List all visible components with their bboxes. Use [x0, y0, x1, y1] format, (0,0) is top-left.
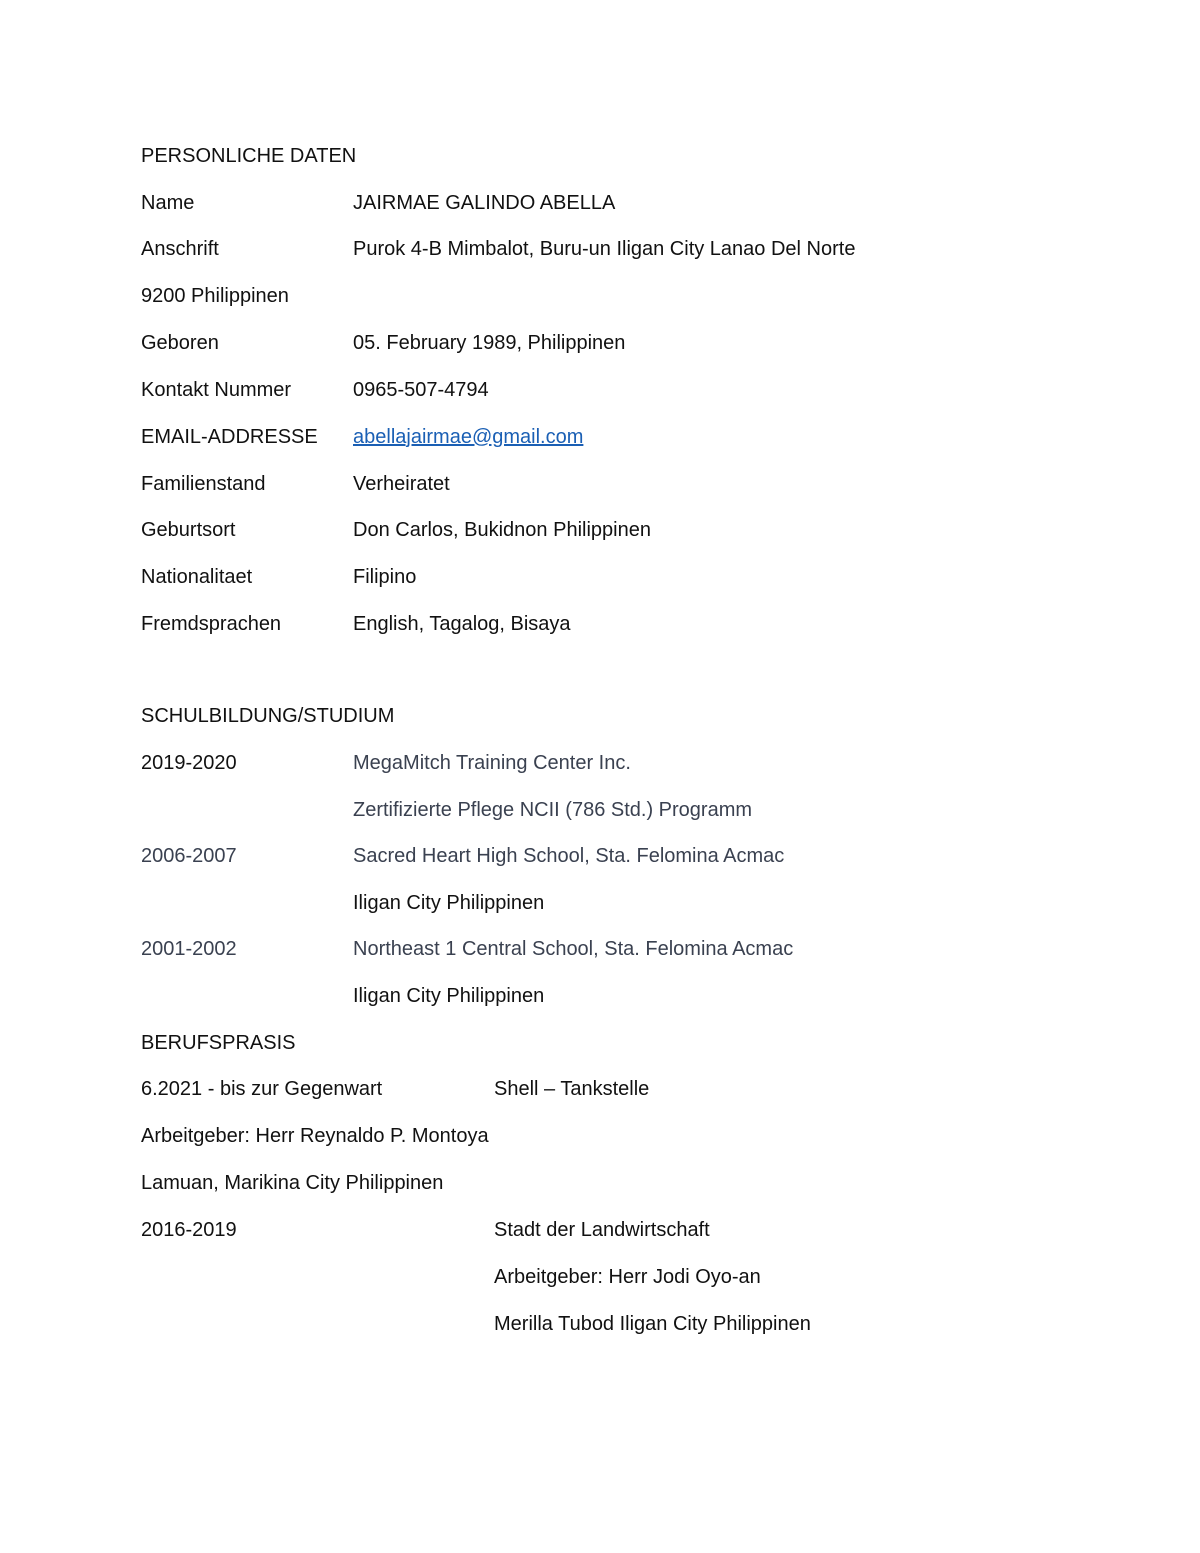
- address-postal-line: 9200 Philippinen: [141, 285, 289, 307]
- field-label-name: Name: [141, 192, 195, 214]
- field-label-phone: Kontakt Nummer: [141, 379, 292, 401]
- education-institution: MegaMitch Training Center Inc.: [353, 752, 631, 774]
- field-label-email: EMAIL-ADDRESSE: [141, 426, 318, 448]
- education-institution: Sacred Heart High School, Sta. Felomina Acmac: [353, 845, 785, 867]
- education-years: 2019-2020: [141, 752, 237, 774]
- education-years: 2001-2002: [141, 938, 237, 960]
- field-label-birthplace: Geburtsort: [141, 519, 236, 541]
- education-location: Iligan City Philippinen: [353, 985, 545, 1007]
- field-value-marital-status: Verheiratet: [353, 473, 450, 495]
- field-value-languages: English, Tagalog, Bisaya: [353, 613, 571, 635]
- education-program: Zertifizierte Pflege NCII (786 Std.) Programm: [353, 799, 753, 821]
- education-location: Iligan City Philippinen: [353, 892, 545, 914]
- field-label-born: Geboren: [141, 332, 219, 354]
- field-label-nationality: Nationalitaet: [141, 566, 253, 588]
- work-period: 6.2021 - bis zur Gegenwart: [141, 1078, 383, 1100]
- work-company: Shell – Tankstelle: [494, 1078, 650, 1100]
- field-value-name: JAIRMAE GALINDO ABELLA: [353, 192, 616, 214]
- education-years: 2006-2007: [141, 845, 237, 867]
- work-location: Merilla Tubod Iligan City Philippinen: [494, 1313, 811, 1335]
- field-label-address: Anschrift: [141, 238, 219, 260]
- field-label-languages: Fremdsprachen: [141, 613, 282, 635]
- education-institution: Northeast 1 Central School, Sta. Felomina Acmac: [353, 938, 794, 960]
- section-heading-education: SCHULBILDUNG/STUDIUM: [141, 705, 395, 727]
- work-location: Lamuan, Marikina City Philippinen: [141, 1172, 444, 1194]
- section-heading-work: BERUFSPRASIS: [141, 1032, 296, 1054]
- work-employer: Arbeitgeber: Herr Reynaldo P. Montoya: [141, 1125, 489, 1147]
- field-label-marital-status: Familienstand: [141, 473, 266, 495]
- field-value-nationality: Filipino: [353, 566, 417, 588]
- field-value-birthplace: Don Carlos, Bukidnon Philippinen: [353, 519, 651, 541]
- field-value-born: 05. February 1989, Philippinen: [353, 332, 626, 354]
- work-employer: Arbeitgeber: Herr Jodi Oyo-an: [494, 1266, 761, 1288]
- section-heading-personal: PERSONLICHE DATEN: [141, 145, 357, 167]
- work-period: 2016-2019: [141, 1219, 237, 1241]
- email-link[interactable]: abellajairmae@gmail.com: [353, 426, 584, 448]
- field-value-address: Purok 4-B Mimbalot, Buru-un Iligan City Lanao Del Norte: [353, 238, 856, 260]
- work-company: Stadt der Landwirtschaft: [494, 1219, 710, 1241]
- field-value-phone: 0965-507-4794: [353, 379, 489, 401]
